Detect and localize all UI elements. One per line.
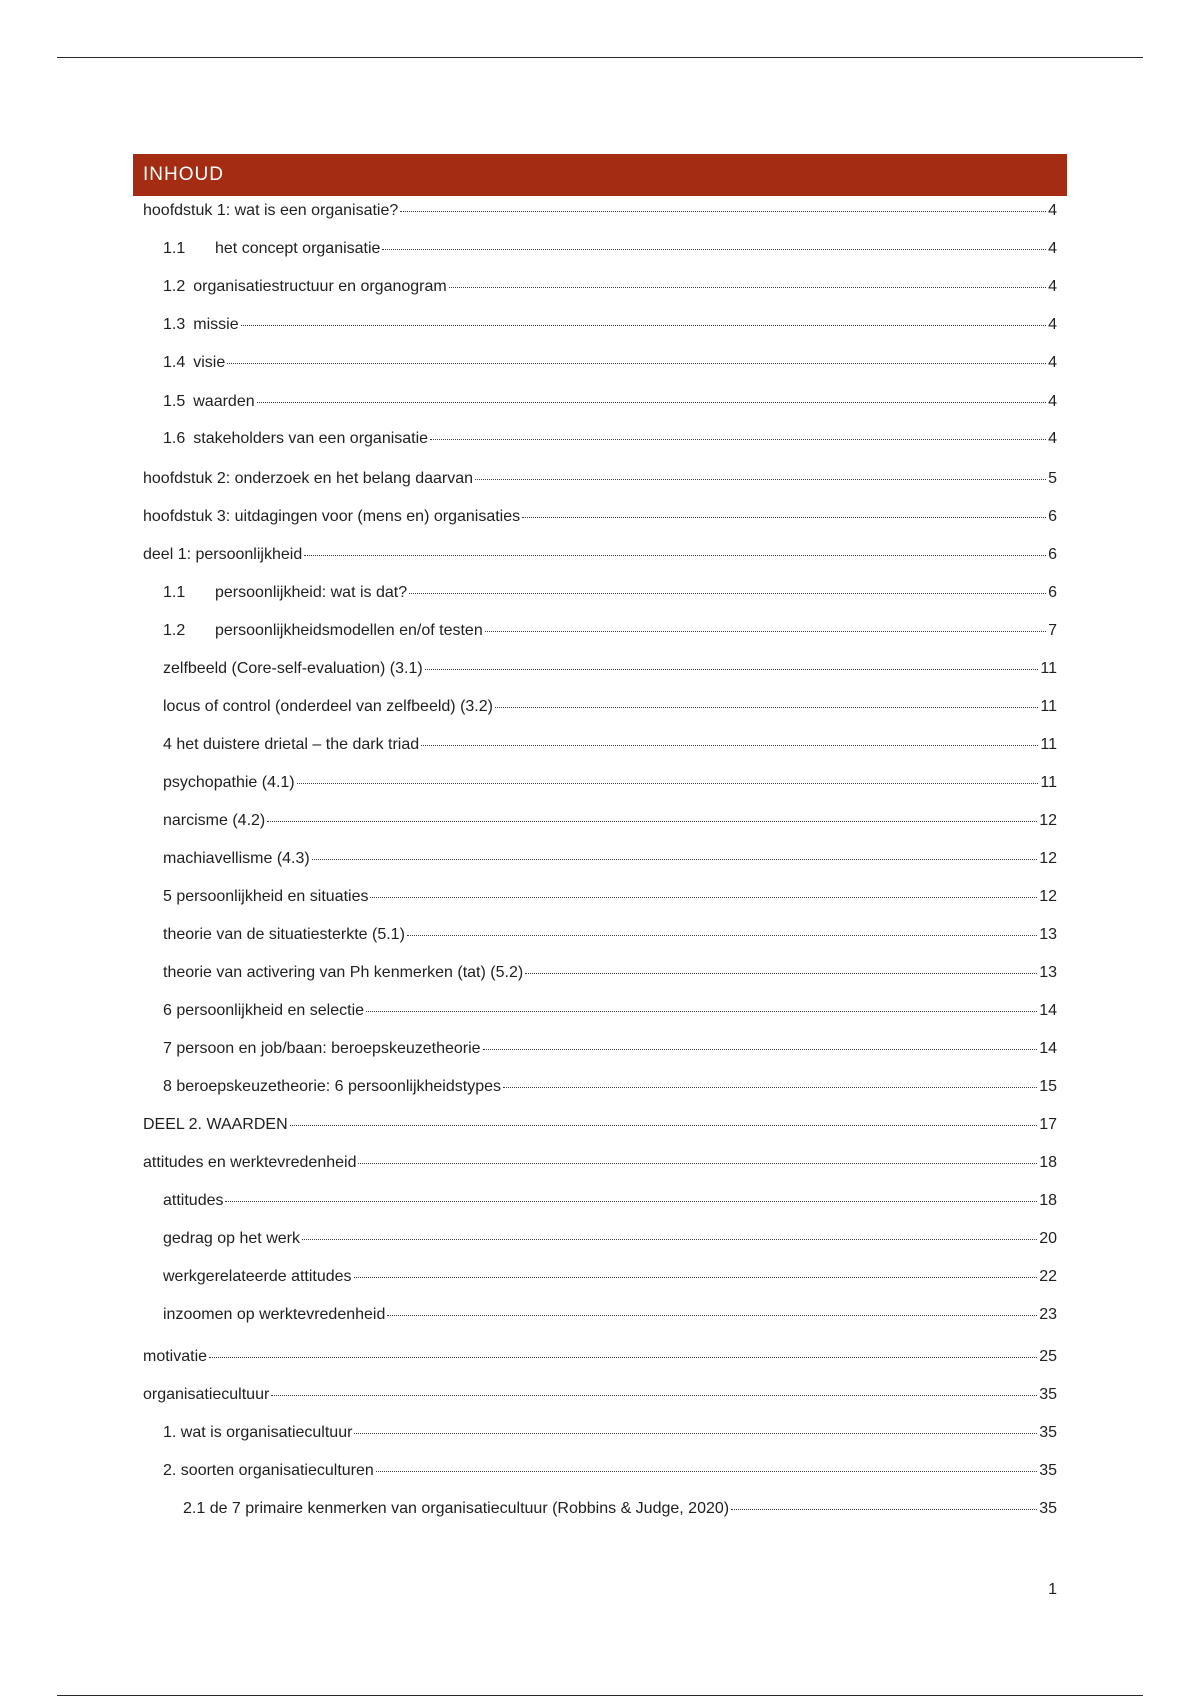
toc-entry-page: 6 [1048, 584, 1057, 601]
toc-entry[interactable] [143, 1424, 1057, 1442]
page-number: 1 [1048, 1581, 1057, 1598]
toc-entry-page: 12 [1039, 812, 1057, 829]
dot-leader [241, 325, 1047, 326]
toc-entry[interactable] [143, 354, 1057, 372]
toc-entry-title: 8 beroepskeuzetheorie: 6 persoonlijkheidstypes [163, 1078, 501, 1095]
dot-leader [354, 1433, 1037, 1434]
dot-leader [304, 555, 1046, 556]
toc-entry-page: 12 [1039, 888, 1057, 905]
toc-entry-number: 1.3 [163, 316, 186, 333]
toc-entry-title: waarden [193, 393, 255, 410]
toc-entry-page: 17 [1039, 1116, 1057, 1133]
dot-leader [503, 1087, 1037, 1088]
toc-entry-title: zelfbeeld (Core-self-evaluation) (3.1) [163, 660, 423, 677]
toc-entry-number: 1.5 [163, 393, 186, 410]
toc-entry[interactable] [143, 1078, 1057, 1096]
toc-entry-page: 4 [1048, 354, 1057, 371]
toc-entry-title: hoofdstuk 2: onderzoek en het belang daarvan [143, 470, 474, 487]
toc-entry-page: 25 [1039, 1348, 1057, 1365]
toc-entry-title: persoonlijkheidsmodellen en/of testen [215, 622, 483, 639]
toc-entry[interactable] [143, 316, 1057, 334]
toc-entry[interactable] [143, 1040, 1057, 1058]
dot-leader [290, 1125, 1038, 1126]
toc-entry-page: 4 [1048, 430, 1057, 447]
toc-entry[interactable] [143, 622, 1057, 640]
dot-leader [425, 669, 1039, 670]
toc-entry[interactable] [143, 1116, 1057, 1134]
toc-entry-title: werkgerelateerde attitudes [163, 1268, 352, 1285]
toc-entry-title: hoofdstuk 3: uitdagingen voor (mens en) organisaties [143, 508, 521, 525]
dot-leader [407, 935, 1037, 936]
toc-entry-title: 1. wat is organisatiecultuur [163, 1424, 353, 1441]
toc-entry[interactable] [143, 470, 1057, 488]
toc-entry-title: DEEL 2. WAARDEN [143, 1116, 288, 1133]
toc-entry[interactable] [143, 1154, 1057, 1172]
dot-leader [731, 1509, 1037, 1510]
dot-leader [297, 783, 1039, 784]
toc-entry-page: 11 [1040, 774, 1057, 791]
toc-entry-page: 11 [1040, 698, 1057, 715]
toc-entry-title: missie [193, 316, 239, 333]
dot-leader [366, 1011, 1037, 1012]
toc-entry-title: attitudes [163, 1192, 224, 1209]
toc-entry-number: 1.6 [163, 430, 186, 447]
toc-entry-number: 1.2 [163, 278, 186, 295]
toc-entry-page: 35 [1039, 1500, 1057, 1517]
toc-entry-title: attitudes en werktevredenheid [143, 1154, 357, 1171]
toc-entry-title: narcisme (4.2) [163, 812, 266, 829]
toc-entry-title: inzoomen op werktevredenheid [163, 1306, 386, 1323]
dot-leader [485, 631, 1046, 632]
toc-heading [133, 154, 1067, 196]
dot-leader [376, 1471, 1037, 1472]
dot-leader [225, 1201, 1037, 1202]
toc-entry-title: motivatie [143, 1348, 208, 1365]
toc-entry-title: 5 persoonlijkheid en situaties [163, 888, 369, 905]
dot-leader [209, 1357, 1037, 1358]
toc-entry-page: 5 [1048, 470, 1057, 487]
toc-entry-title: visie [193, 354, 226, 371]
toc-entry-page: 4 [1048, 316, 1057, 333]
toc-entry[interactable] [143, 393, 1057, 411]
toc-entry-title: machiavellisme (4.3) [163, 850, 310, 867]
toc-entry-title: hoofdstuk 1: wat is een organisatie? [143, 202, 399, 219]
toc-entry[interactable] [143, 202, 1057, 220]
toc-entry-title: 2.1 de 7 primaire kenmerken van organisatiecultuur (Robbins & Judge, 2020) [183, 1500, 730, 1517]
bottom-rule [57, 1695, 1143, 1696]
toc-entry-title: psychopathie (4.1) [163, 774, 295, 791]
toc-entry[interactable] [143, 1500, 1057, 1518]
toc-entry[interactable] [143, 660, 1057, 678]
toc-entry-number: 1.1 [163, 240, 186, 257]
toc-entry[interactable] [143, 430, 1057, 448]
dot-leader [409, 593, 1046, 594]
toc-entry-page: 14 [1039, 1040, 1057, 1057]
toc-entry[interactable] [143, 1348, 1057, 1366]
toc-entry[interactable] [143, 698, 1057, 716]
toc-entry[interactable] [143, 1386, 1057, 1404]
toc-entry-page: 23 [1039, 1306, 1057, 1323]
toc-entry-title: gedrag op het werk [163, 1230, 300, 1247]
toc-entry-page: 18 [1039, 1154, 1057, 1171]
dot-leader [430, 439, 1046, 440]
toc-entry-title: theorie van de situatiesterkte (5.1) [163, 926, 405, 943]
toc-entry-title: 6 persoonlijkheid en selectie [163, 1002, 365, 1019]
dot-leader [302, 1239, 1037, 1240]
dot-leader [400, 211, 1046, 212]
dot-leader [370, 897, 1037, 898]
toc-entry[interactable] [143, 736, 1057, 754]
toc-entry-page: 6 [1048, 508, 1057, 525]
toc-entry[interactable] [143, 1268, 1057, 1286]
toc-entry-page: 4 [1048, 278, 1057, 295]
toc-entry[interactable] [143, 774, 1057, 792]
dot-leader [257, 402, 1046, 403]
dot-leader [449, 287, 1046, 288]
dot-leader [382, 249, 1046, 250]
dot-leader [354, 1277, 1038, 1278]
toc-entry-page: 4 [1048, 240, 1057, 257]
dot-leader [312, 859, 1037, 860]
dot-leader [227, 363, 1046, 364]
toc-entry-number: 1.4 [163, 354, 186, 371]
toc-entry-page: 4 [1048, 202, 1057, 219]
toc-entry[interactable] [143, 812, 1057, 830]
dot-leader [495, 707, 1038, 708]
toc-entry-page: 15 [1039, 1078, 1057, 1095]
toc-entry-page: 35 [1039, 1462, 1057, 1479]
dot-leader [421, 745, 1038, 746]
toc-entry-number: 1.1 [163, 584, 186, 601]
toc-entry-page: 14 [1039, 1002, 1057, 1019]
toc-heading-text: INHOUD [143, 164, 224, 185]
dot-leader [387, 1315, 1037, 1316]
toc-entry-title: persoonlijkheid: wat is dat? [215, 584, 408, 601]
toc-entry-number: 1.2 [163, 622, 186, 639]
dot-leader [525, 973, 1037, 974]
toc-entry[interactable] [143, 1230, 1057, 1248]
toc-entry[interactable] [143, 278, 1057, 296]
dot-leader [271, 1395, 1037, 1396]
toc-entry[interactable] [143, 926, 1057, 944]
toc-entry-page: 35 [1039, 1424, 1057, 1441]
toc-entry-title: stakeholders van een organisatie [193, 430, 429, 447]
toc-entry-title: 7 persoon en job/baan: beroepskeuzetheorie [163, 1040, 481, 1057]
toc-entry-page: 13 [1039, 964, 1057, 981]
toc-entry-title: 4 het duistere drietal – the dark triad [163, 736, 420, 753]
toc-entry-title: het concept organisatie [215, 240, 381, 257]
toc-entry[interactable] [143, 850, 1057, 868]
toc-entry-title: theorie van activering van Ph kenmerken (tat) (5.2) [163, 964, 524, 981]
toc-entry-title: 2. soorten organisatieculturen [163, 1462, 374, 1479]
top-rule [57, 57, 1143, 58]
toc-entry[interactable] [143, 964, 1057, 982]
toc-entry-page: 11 [1040, 660, 1057, 677]
toc-entry[interactable] [143, 1306, 1057, 1324]
toc-entry-title: deel 1: persoonlijkheid [143, 546, 303, 563]
toc-entry-page: 4 [1048, 393, 1057, 410]
toc-entry-title: organisatiestructuur en organogram [193, 278, 447, 295]
toc-entry-title: organisatiecultuur [143, 1386, 270, 1403]
toc-entry[interactable] [143, 240, 1057, 258]
toc-entry-page: 6 [1048, 546, 1057, 563]
toc-entry[interactable] [143, 546, 1057, 564]
toc-entry[interactable] [143, 584, 1057, 602]
toc-entry-page: 12 [1039, 850, 1057, 867]
dot-leader [267, 821, 1037, 822]
toc-entry[interactable] [143, 508, 1057, 526]
dot-leader [475, 479, 1046, 480]
dot-leader [358, 1163, 1037, 1164]
toc-entry-page: 13 [1039, 926, 1057, 943]
toc-entry[interactable] [143, 1462, 1057, 1480]
toc-entry-page: 11 [1040, 736, 1057, 753]
dot-leader [483, 1049, 1038, 1050]
toc-entry[interactable] [143, 1002, 1057, 1020]
toc-entry-page: 35 [1039, 1386, 1057, 1403]
toc-entry-page: 22 [1039, 1268, 1057, 1285]
toc-entry[interactable] [143, 1192, 1057, 1210]
toc-entry-page: 7 [1048, 622, 1057, 639]
toc-entry-title: locus of control (onderdeel van zelfbeeld) (3.2) [163, 698, 493, 715]
toc-entry-page: 18 [1039, 1192, 1057, 1209]
dot-leader [522, 517, 1046, 518]
toc-entry-page: 20 [1039, 1230, 1057, 1247]
toc-entry[interactable] [143, 888, 1057, 906]
